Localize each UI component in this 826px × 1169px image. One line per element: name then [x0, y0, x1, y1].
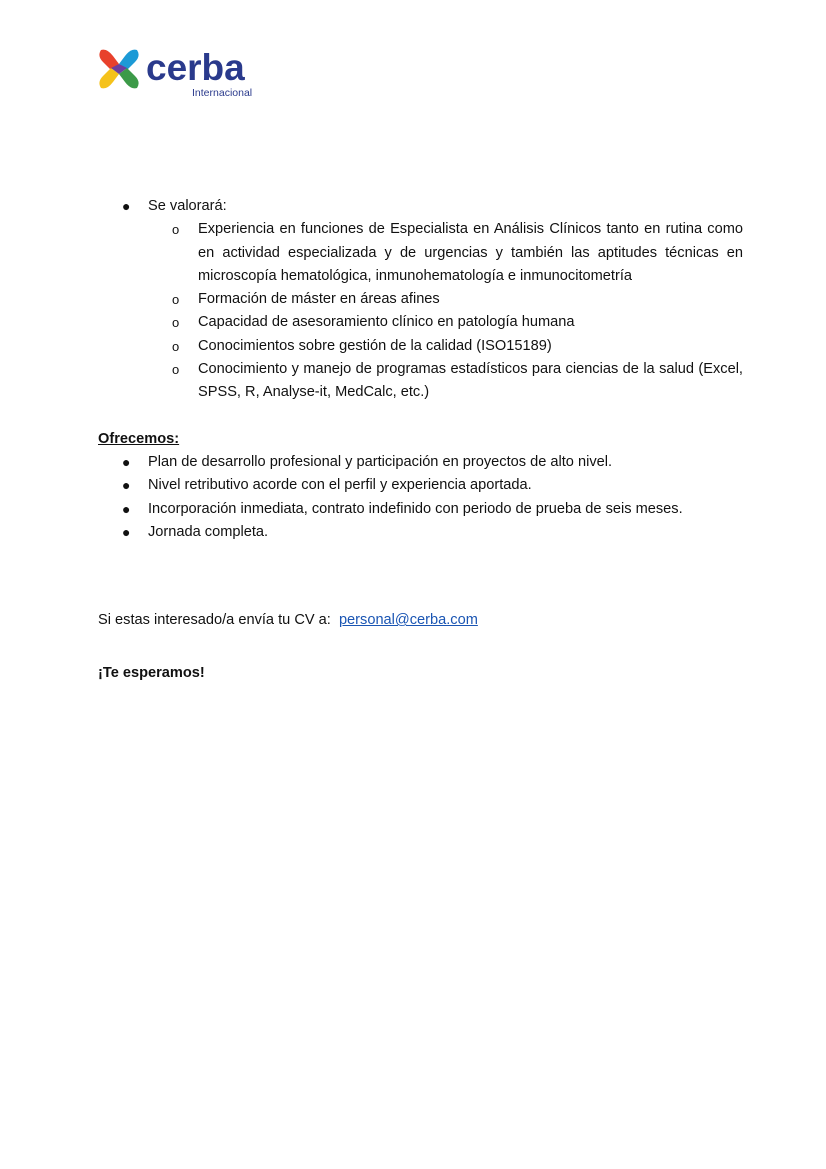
- valued-item-text: Conocimiento y manejo de programas estadísticos para ciencias de la salud (Excel, SPSS, R, Analyse-it, MedCalc, etc.): [198, 361, 743, 401]
- logo-subtitle: Internacional: [192, 87, 253, 99]
- logo-wordmark: cerba: [146, 47, 245, 88]
- email-link[interactable]: personal@cerba.com: [338, 612, 478, 629]
- list-item: [98, 335, 743, 358]
- spacer: [98, 544, 743, 609]
- circle-bullet-icon: o: [172, 362, 180, 378]
- contact-line: [98, 609, 743, 632]
- circle-bullet-icon: o: [172, 222, 180, 238]
- list-item: [98, 358, 743, 405]
- offer-item-text: Nivel retributivo acorde con el perfil y experiencia aportada.: [148, 477, 532, 494]
- bullet-icon: ●: [122, 198, 131, 214]
- circle-bullet-icon: o: [172, 338, 180, 354]
- bullet-icon: ●: [122, 453, 131, 470]
- valued-heading: Se valorará:: [148, 198, 227, 214]
- valued-item-text: Formación de máster en áreas afines: [198, 291, 440, 308]
- list-item: [98, 498, 743, 521]
- valued-item-text: Conocimientos sobre gestión de la calidad (ISO15189): [198, 337, 552, 354]
- list-item: [98, 451, 743, 474]
- circle-bullet-icon: o: [172, 315, 180, 331]
- list-item: [98, 218, 743, 288]
- document-body: [98, 195, 743, 686]
- list-item: [98, 474, 743, 497]
- valued-item-text: Capacidad de asesoramiento clínico en patología humana: [198, 314, 575, 331]
- closing-text: ¡Te esperamos!: [98, 665, 205, 682]
- offer-item-text: Plan de desarrollo profesional y participación en proyectos de alto nivel.: [148, 453, 613, 470]
- bullet-icon: ●: [122, 477, 131, 494]
- valued-heading-item: [98, 195, 743, 218]
- offer-heading: Ofrecemos:: [98, 430, 180, 447]
- cerba-logo: [97, 46, 267, 102]
- list-item: [98, 288, 743, 311]
- circle-bullet-icon: o: [172, 292, 180, 308]
- list-item: [98, 311, 743, 334]
- list-item: [98, 521, 743, 544]
- valued-item-text: Experiencia en funciones de Especialista en Análisis Clínicos tanto en rutina como en actividad especializada y de urgencias y también las aptitudes técnicas en microscopía hematológica, inmunohematología e inmunocitometría: [198, 221, 743, 284]
- bullet-icon: ●: [122, 523, 131, 540]
- cerba-logo-icon: [97, 46, 141, 92]
- offer-item-text: Incorporación inmediata, contrato indefinido con periodo de prueba de seis meses.: [148, 500, 683, 517]
- bullet-icon: ●: [122, 500, 131, 517]
- offer-item-text: Jornada completa.: [148, 523, 269, 540]
- contact-text: Si estas interesado/a envía tu CV a:: [98, 612, 331, 629]
